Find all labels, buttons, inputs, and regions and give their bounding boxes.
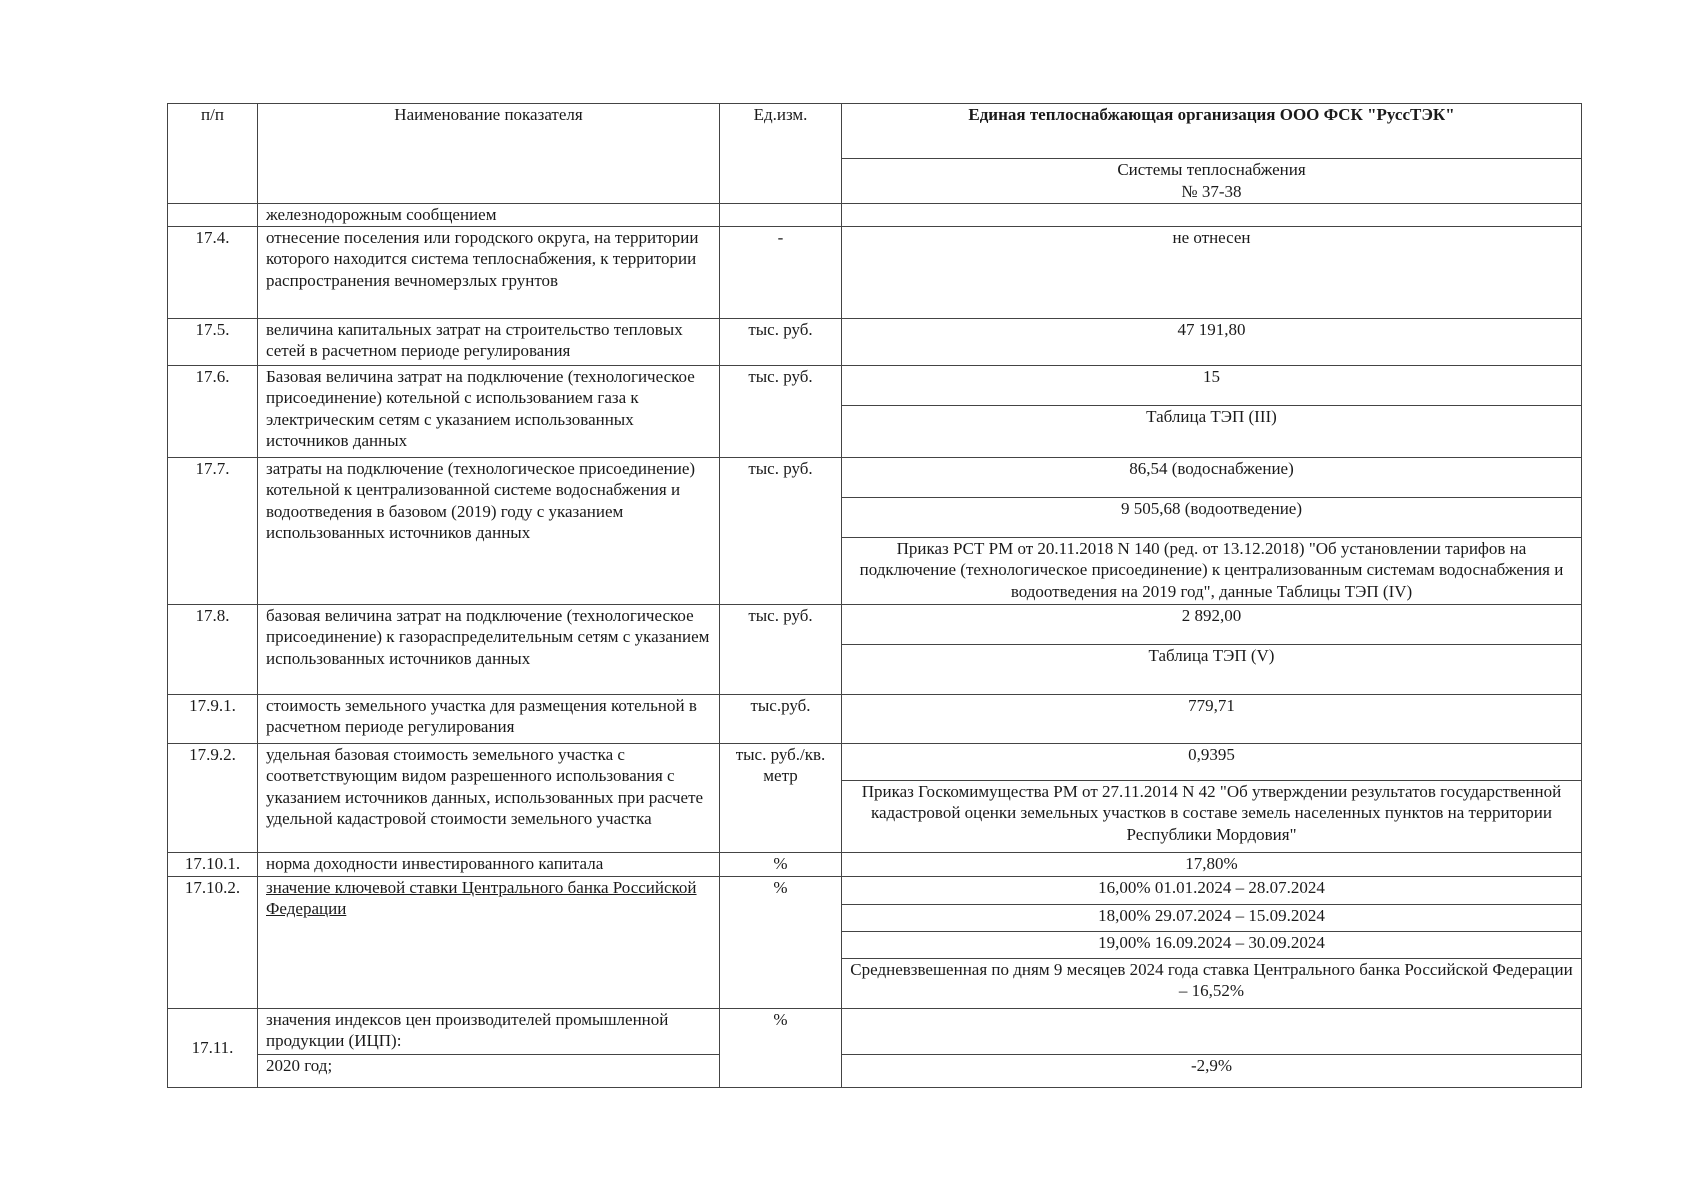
row-value-rate-3: 19,00% 16.09.2024 – 30.09.2024 [842,931,1582,958]
row-name: значение ключевой ставки Центрального банка Российской Федерации [258,876,720,1008]
row-num [168,204,258,227]
header-systems-line1: Системы теплоснабжения [1117,160,1306,179]
table-row [168,604,1582,644]
row-name: Базовая величина затрат на подключение (технологическое присоединение) котельной с использованием газа к электрическим сетям с указанием использованных источников данных [258,365,720,457]
row-num: 17.9.1. [168,694,258,743]
header-systems-line2: № 37-38 [1181,181,1242,201]
row-value: 47 191,80 [842,318,1582,365]
row-value-source: Таблица ТЭП (V) [842,644,1582,694]
row-num: 17.8. [168,604,258,694]
row-num: 17.6. [168,365,258,457]
row-value: не отнесен [842,226,1582,318]
row-unit: тыс. руб. [720,604,842,694]
table-row [168,204,1582,227]
row-unit: тыс. руб. [720,457,842,604]
row-name: базовая величина затрат на подключение (технологическое присоединение) к газораспределительным сетям с указанием использованных источников данных [258,604,720,694]
row-value-rate-2: 18,00% 29.07.2024 – 15.09.2024 [842,904,1582,931]
row-num: 17.4. [168,226,258,318]
row-num: 17.10.2. [168,876,258,1008]
row-value-weighted-rate: Средневзвешенная по дням 9 месяцев 2024 года ставка Центрального банка Российской Федерации – 16,52% [842,958,1582,1008]
header-systems [842,159,1582,204]
row-unit: - [720,226,842,318]
indicators-table [167,103,1582,1088]
row-value [842,204,1582,227]
row-unit: тыс.руб. [720,694,842,743]
row-value-source: Приказ РСТ РМ от 20.11.2018 N 140 (ред. от 13.12.2018) "Об установлении тарифов на подключение (технологическое присоединение) к централизованным системам водоснабжения и водоотведения на 2019 год", данные Таблицы ТЭП (IV) [842,537,1582,604]
table-row [168,318,1582,365]
row-value: 15 [842,365,1582,405]
row-unit: % [720,876,842,1008]
row-value-rate-1: 16,00% 01.01.2024 – 28.07.2024 [842,876,1582,904]
row-name: отнесение поселения или городского округа, на территории которого находится система теплоснабжения, к территории распространения вечномерзлых грунтов [258,226,720,318]
table-row [168,694,1582,743]
table-row [168,852,1582,876]
row-name: железнодорожным сообщением [258,204,720,227]
header-org-title: Единая теплоснабжающая организация ООО ФСК "РуссТЭК" [842,104,1582,159]
row-value: 17,80% [842,852,1582,876]
row-value: 2 892,00 [842,604,1582,644]
row-num: 17.9.2. [168,743,258,852]
row-subvalue: -2,9% [842,1054,1582,1087]
row-value [842,1008,1582,1054]
row-name: значения индексов цен производителей промышленной продукции (ИЦП): [258,1008,720,1054]
row-num: 17.11. [168,1008,258,1087]
row-num: 17.10.1. [168,852,258,876]
row-name: затраты на подключение (технологическое присоединение) котельной к централизованной системе водоснабжения и водоотведения в базовом (2019) году с указанием использованных источников данных [258,457,720,604]
row-unit: тыс. руб./кв. метр [720,743,842,852]
row-value: 779,71 [842,694,1582,743]
row-value-water-supply: 86,54 (водоснабжение) [842,457,1582,497]
header-col-name: Наименование показателя [258,104,720,204]
row-name: удельная базовая стоимость земельного участка с соответствующим видом разрешенного использования с указанием источников данных, использованных при расчете удельной кадастровой стоимости земельного участка [258,743,720,852]
table-row [168,876,1582,904]
header-col-num: п/п [168,104,258,204]
table-row [168,365,1582,405]
row-value-source: Таблица ТЭП (III) [842,405,1582,457]
row-unit: тыс. руб. [720,365,842,457]
row-value-water-disposal: 9 505,68 (водоотведение) [842,497,1582,537]
row-name: стоимость земельного участка для размещения котельной в расчетном периоде регулирования [258,694,720,743]
row-unit: % [720,852,842,876]
row-num: 17.5. [168,318,258,365]
row-unit: тыс. руб. [720,318,842,365]
row-unit [720,204,842,227]
header-col-unit: Ед.изм. [720,104,842,204]
table-row [168,743,1582,780]
row-subname: 2020 год; [258,1054,720,1087]
row-name: норма доходности инвестированного капитала [258,852,720,876]
row-value-source: Приказ Госкомимущества РМ от 27.11.2014 N 42 "Об утверждении результатов государственной кадастровой оценки земельных участков в составе земель населенных пунктов на территории Республики Мордовия" [842,780,1582,852]
row-num: 17.7. [168,457,258,604]
header-row [168,104,1582,159]
row-unit: % [720,1008,842,1087]
table-subrow [168,1054,1582,1087]
table-row [168,457,1582,497]
table-row [168,1008,1582,1054]
table-row [168,226,1582,318]
row-value: 0,9395 [842,743,1582,780]
row-name: величина капитальных затрат на строительство тепловых сетей в расчетном периоде регулирования [258,318,720,365]
